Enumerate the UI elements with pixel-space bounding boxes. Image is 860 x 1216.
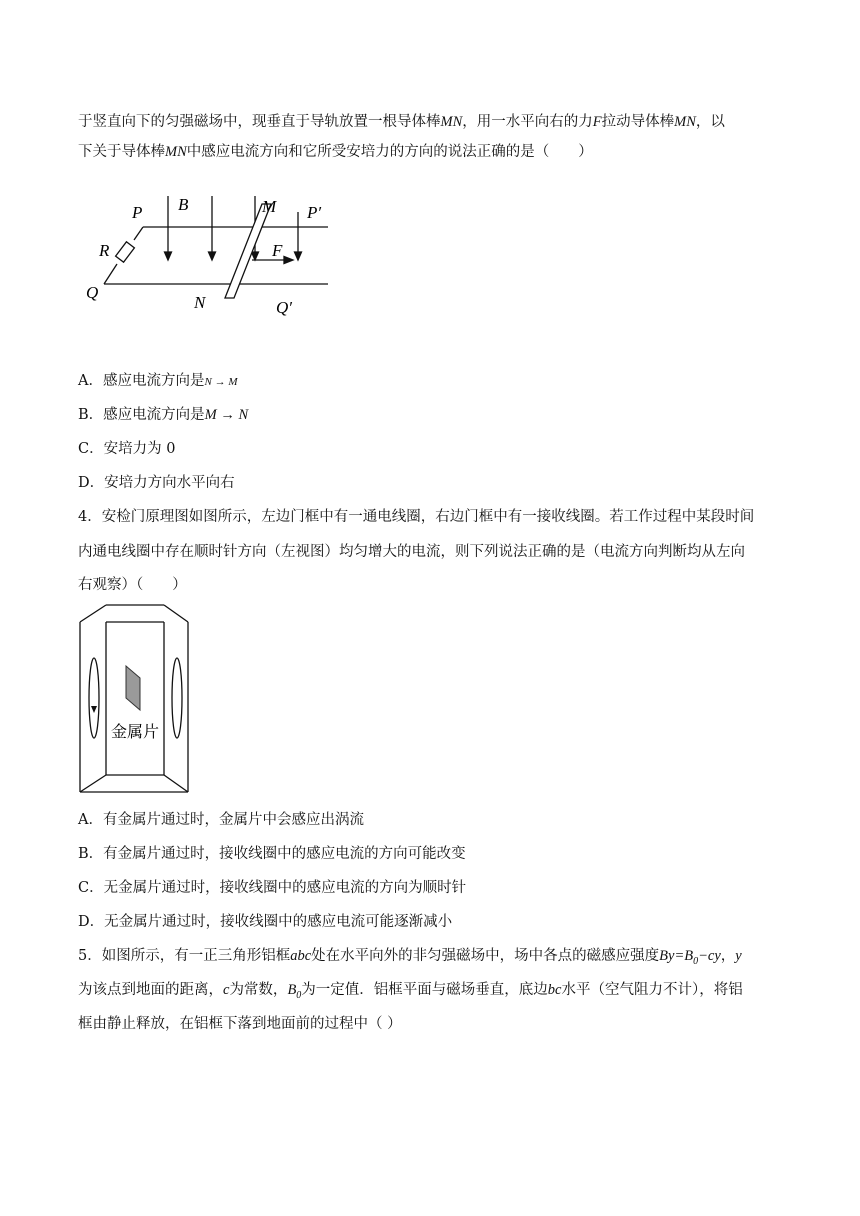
rail-left-lower xyxy=(104,264,117,284)
receiver-coil xyxy=(172,658,182,738)
q3-option-d: D．安培力方向水平向右 xyxy=(78,475,235,491)
gate-bottom-left-diagonal xyxy=(80,775,106,792)
q5-stem-line-2: 为该点到地面的距离，c为常数，$B_0$为一定值．铝框平面与磁场垂直，底边bc水平（空气阻力不计），将铝 xyxy=(78,982,743,1001)
label-F: F xyxy=(272,241,283,260)
q4-option-a: A．有金属片通过时，金属片中会感应出涡流 xyxy=(78,812,364,828)
q4-option-b: B．有金属片通过时，接收线圈中的感应电流的方向可能改变 xyxy=(78,846,466,862)
coil-current-arrow-icon xyxy=(91,706,97,713)
transmitter-coil xyxy=(89,658,99,738)
gate-bottom-right-diagonal xyxy=(164,775,188,792)
q3-option-c: C．安培力为 0 xyxy=(78,441,176,457)
q3-stem-line-1: 于竖直向下的匀强磁场中，现垂直于导轨放置一根导体棒MN，用一水平向右的力F拉动导体棒MN，以 xyxy=(78,114,725,130)
q3-option-a: A．感应电流方向是N → M xyxy=(78,373,238,389)
gate-top-left-diagonal xyxy=(80,605,106,622)
rail-left-upper xyxy=(134,227,143,240)
math-M-to-N: M → N xyxy=(204,407,249,423)
symbol-MN: MN xyxy=(674,114,696,130)
label-P-prime: P′ xyxy=(307,203,322,222)
gate-top-right-diagonal xyxy=(164,605,188,622)
resistor-R xyxy=(116,242,135,262)
label-P: P xyxy=(132,203,143,222)
label-M: M xyxy=(262,197,277,216)
q4-option-d: D．无金属片通过时，接收线圈中的感应电流可能逐渐减小 xyxy=(78,914,453,930)
label-R: R xyxy=(99,241,110,260)
metal-sheet xyxy=(126,666,140,710)
q4-stem-line-1: 4．安检门原理图如图所示，左边门框中有一通电线圈，右边门框中有一接收线圈。若工作过程中某段时间 xyxy=(78,509,755,525)
symbol-MN: MN xyxy=(165,144,187,160)
q5-stem-line-3: 框由静止释放，在铝框下落到地面前的过程中（ ） xyxy=(78,1016,402,1032)
label-Q: Q xyxy=(86,283,99,302)
label-N: N xyxy=(194,293,206,312)
symbol-MN: MN xyxy=(440,114,463,130)
metal-sheet-label: 金属片 xyxy=(111,722,160,741)
q3-stem-line-2: 下关于导体棒MN中感应电流方向和它所受安培力的方向的说法正确的是（ ） xyxy=(78,144,593,160)
math-N-to-M: N → M xyxy=(204,376,238,388)
symbol-F: F xyxy=(592,114,602,130)
label-Q-prime: Q′ xyxy=(276,298,292,317)
security-gate-figure xyxy=(76,602,196,798)
q3-option-b: B．感应电流方向是M → N xyxy=(78,407,249,423)
q5-stem-line-1: 5．如图所示，有一正三角形铝框abc处在水平向外的非匀强磁场中，场中各点的磁感应强度$By=B_0-cy$，y xyxy=(78,948,742,967)
q4-stem-line-2: 内通电线圈中存在顺时针方向（左视图）均匀增大的电流，则下列说法正确的是（电流方向判断均从左向 xyxy=(78,544,745,560)
label-B: B xyxy=(178,195,189,214)
q4-stem-line-3: 右观察）（ ） xyxy=(78,577,187,593)
rail-rod-figure xyxy=(80,188,340,318)
q4-option-c: C．无金属片通过时，接收线圈中的感应电流的方向为顺时针 xyxy=(78,880,467,896)
